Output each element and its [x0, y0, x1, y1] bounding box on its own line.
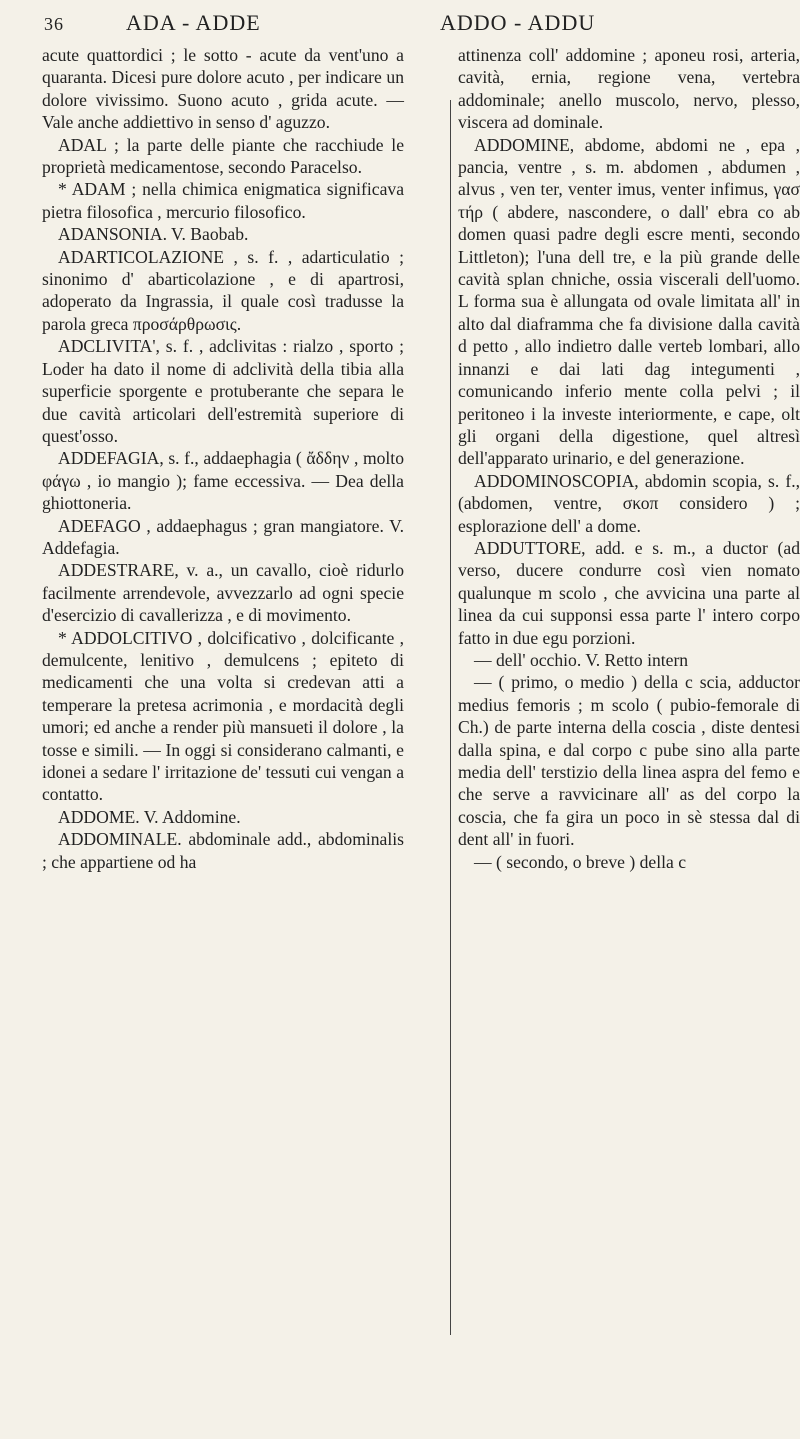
entry-paragraph: ADANSONIA. V. Baobab. — [58, 224, 249, 245]
entry-paragraph: ADDOMINALE. abdominale add., abdominalis ; che appartiene od ha — [42, 829, 404, 872]
column-divider — [450, 100, 451, 1335]
entry-paragraph: ADARTICOLAZIONE , s. f. , adarticulatio ; sinonimo d' abarticolazione , e di apartrosi, adoperato da Ingrassia, il quale così tradusse la parola greca προσάρθρωσις. — [42, 246, 404, 334]
entry-paragraph: ADEFAGO , addaephagus ; gran mangiatore. V. Addefagia. — [42, 515, 404, 558]
entry-paragraph: — ( primo, o medio ) della c scia, adductor medius femoris ; m scolo ( pubio-femorale di Ch.) de parte interna della coscia , diste dentesi dalla spina, e dal corpo c pube sino alla parte media dell' terstizio della linea aspra del femo e che serve a ravvicinare all' as del corpo la coscia, che fa gira un poco in sè stessa dal di dent all' in fuori. — [458, 672, 800, 850]
left-column — [42, 44, 404, 873]
entry-paragraph: ADDESTRARE, v. a., un cavallo, cioè ridurlo facilmente arrendevole, avvezzarlo ad ogni specie d'esercizio di cavallerizza , e di movimento. — [42, 560, 404, 626]
entry-paragraph: * ADDOLCITIVO , dolcificativo , dolcificante , demulcente, lenitivo , demulcens ; epiteto di medicamenti che una volta si credevan atti a temperare la pretesa acrimonia , e mordacità degli umori; ed anche a render più mansueti il dolore , la tosse e simili. — In oggi si considerano calmanti, e idonei a sedare l' irritazione de' tessuti cui vengan a contatto. — [42, 627, 404, 805]
entry-paragraph: * ADAM ; nella chimica enigmatica significava pietra filosofica , mercurio filosofico. — [42, 179, 404, 222]
entry-paragraph: ADDEFAGIA, s. f., addaephagia ( ἄδδην , molto φάγω , io mangio ); fame eccessiva. — Dea della ghiottoneria. — [42, 448, 404, 514]
entry-paragraph: ADDOME. V. Addomine. — [58, 806, 241, 827]
right-page-header — [440, 10, 796, 44]
entry-paragraph: — dell' occhio. V. Retto intern — [474, 649, 689, 670]
entry-paragraph: ADDUTTORE, add. e s. m., a ductor (ad verso, ducere condurre così vien nomato qualunque m scolo , che avvicina una parte al linea da cui supponsi essa parte l' intero corpo fatto in due egu porzioni. — [458, 537, 800, 648]
right-running-title: ADDO - ADDU — [440, 10, 596, 35]
entry-paragraph: ADAL ; la parte delle piante che racchiude le proprietà medicamentose, secondo Paracelso. — [42, 134, 404, 178]
entry-paragraph: ADDOMINOSCOPIA, abdomin scopia, s. f., (abdomen, ventre, σκοπ considero ) ; esplorazione dell' a dome. — [458, 470, 800, 536]
left-running-title: ADA - ADDE — [126, 10, 261, 35]
left-page-header — [44, 10, 406, 44]
entry-paragraph: ADDOMINE, abdome, abdomi ne , epa , pancia, ventre , s. m. abdomen , abdumen , alvus , ven ter, venter imus, venter infimus, γασ τήρ ( abdere, nascondere, o dall' ebra co ab domen quasi padre degli escre menti, secondo Littleton); l'una dell tre, e la più grande delle cavità splan chniche, ossia viscerali dell'uomo. L forma sua è allungata od ovale limitata all' in alto dal diaframma che fa divisione dalla cavità d petto , allo indietro dalle verteb lombari, allo innanzi e dai lati dag integumenti , comunicando inferio mente colla pelvi ; il peritoneo i la investe interiormente, e cape, olt gli organi della digestione, quel altresì dell'apparato urinario, e del generazione. — [458, 134, 800, 469]
entry-paragraph: — ( secondo, o breve ) della c — [474, 851, 687, 872]
entry-paragraph: acute quattordici ; le sotto - acute da vent'uno a quaranta. Dicesi pure dolore acuto , per indicare un dolore vivissimo. Suono acuto , grida acute. — Vale anche addiettivo in senso d' aguzzo. — [42, 45, 404, 133]
entry-paragraph: attinenza coll' addomine ; aponeu rosi, arteria, cavità, ernia, regione vena, vertebra addominale; anello muscolo, nervo, plesso, viscera ad dominale. — [458, 45, 800, 133]
page-number: 36 — [44, 14, 64, 34]
entry-paragraph: ADCLIVITA', s. f. , adclivitas : rialzo , sporto ; Loder ha dato il nome di adclività della tibia alla superficie sporgente e protuberante che separa le due cavità articolari dell'estremità superiore di quest'osso. — [42, 336, 404, 446]
right-column — [458, 44, 800, 873]
